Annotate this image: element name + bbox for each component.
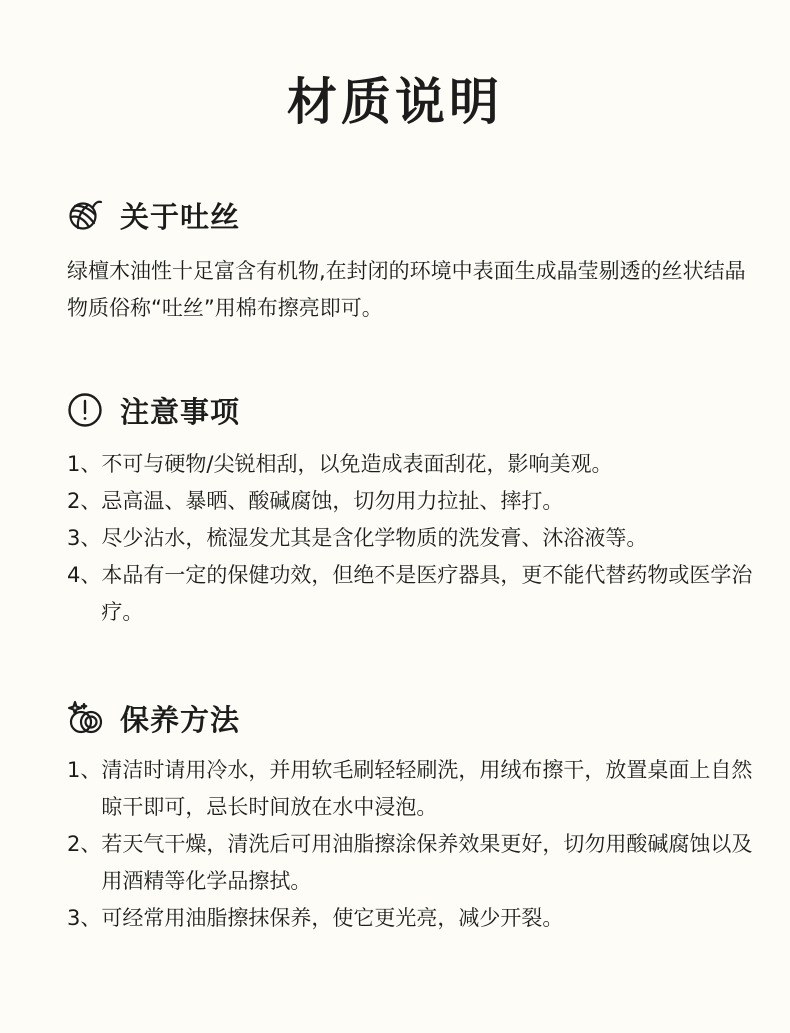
yarn-ball-icon xyxy=(67,197,103,233)
list-item xyxy=(67,483,767,520)
list-item-text: 若天气干燥，清洗后可用油脂擦涂保养效果更好，切勿用酸碱腐蚀以及用酒精等化学品擦拭。 xyxy=(101,832,753,893)
section-header-notes xyxy=(67,388,240,432)
list-item-number: 4、 xyxy=(67,563,102,587)
list-item-number: 1、 xyxy=(67,758,102,782)
list-item-number: 3、 xyxy=(67,526,102,550)
list-item-text: 清洁时请用冷水，并用软毛刷轻轻刷洗，用绒布擦干，放置桌面上自然晾干即可，忌长时间放在水中浸泡。 xyxy=(101,758,753,819)
list-item-text: 本品有一定的保健功效，但绝不是医疗器具，更不能代替药物或医学治疗。 xyxy=(101,563,753,624)
list-item-number: 1、 xyxy=(67,452,102,476)
list-item-text: 尽少沾水，梳湿发尤其是含化学物质的洗发膏、沐浴液等。 xyxy=(101,526,648,550)
list-item-text: 不可与硬物/尖锐相刮，以免造成表面刮花，影响美观。 xyxy=(101,452,613,476)
section-title-about: 关于吐丝 xyxy=(120,199,241,234)
list-item xyxy=(67,520,767,557)
section-header-about xyxy=(67,193,240,237)
exclamation-circle-icon xyxy=(67,392,103,428)
list-item-number: 3、 xyxy=(67,906,102,930)
list-item-number: 2、 xyxy=(67,489,102,513)
care-list xyxy=(67,752,767,937)
sparkle-plates-icon xyxy=(67,700,103,736)
section-title-care: 保养方法 xyxy=(120,702,241,737)
list-item xyxy=(67,446,767,483)
section-header-care xyxy=(67,696,240,740)
page-title: 材质说明 xyxy=(287,73,503,131)
list-item-text: 忌高温、暴晒、酸碱腐蚀，切勿用力拉扯、摔打。 xyxy=(101,489,564,513)
list-item xyxy=(67,826,767,900)
list-item xyxy=(67,557,767,631)
notes-list xyxy=(67,446,767,631)
list-item xyxy=(67,900,767,937)
list-item xyxy=(67,752,767,826)
about-description: 绿檀木油性十足富含有机物,在封闭的环境中表面生成晶莹剔透的丝状结晶物质俗称“吐丝”用棉布擦亮即可。 xyxy=(67,259,746,320)
section-title-notes: 注意事项 xyxy=(120,394,241,429)
list-item-number: 2、 xyxy=(67,832,102,856)
list-item-text: 可经常用油脂擦抹保养，使它更光亮，减少开裂。 xyxy=(101,906,564,930)
